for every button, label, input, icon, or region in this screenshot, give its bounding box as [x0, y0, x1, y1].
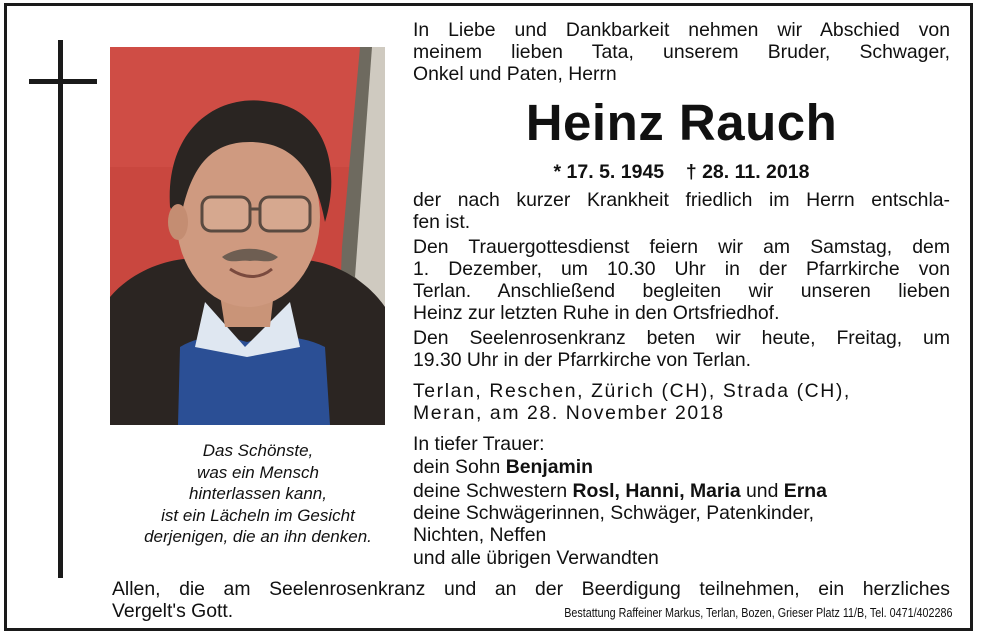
- mourner-line: Nichten, Neffen: [413, 524, 547, 546]
- mourner-son: [413, 456, 950, 478]
- body-line: Den Seelenrosenkranz beten wir heute, Freitag, um: [413, 327, 950, 349]
- mourner-name: Erna: [783, 480, 827, 502]
- mourner-conjunction: und: [740, 480, 784, 502]
- body-line: 1. Dezember, um 10.30 Uhr in der Pfarrkirche von: [413, 258, 950, 280]
- mourner-line: und alle übrigen Verwandten: [413, 547, 659, 569]
- mourner-label: deine Schwestern: [413, 480, 573, 502]
- death-date: † 28. 11. 2018: [685, 161, 810, 183]
- body-line: Den Trauergottesdienst feiern wir am Samstag, dem: [413, 236, 950, 258]
- closing-line: Allen, die am Seelenrosenkranz und an der Beerdigung teilnehmen, ein herzliches: [112, 578, 950, 600]
- closing-line: Vergelt's Gott.: [112, 600, 234, 622]
- quote-line: hinterlassen kann,: [189, 484, 327, 503]
- intro-line: meinem lieben Tata, unserem Bruder, Schwager,: [413, 41, 950, 63]
- cross-icon-bar: [29, 79, 97, 84]
- mourners-heading: In tiefer Trauer:: [413, 433, 545, 455]
- funeral-home-footer: Bestattung Raffeiner Markus, Terlan, Bozen, Grieser Platz 11/B, Tel. 0471/402286: [563, 606, 952, 620]
- quote-line: was ein Mensch: [197, 462, 319, 482]
- place-line: Terlan, Reschen, Zürich (CH), Strada (CH),: [413, 380, 851, 402]
- memorial-quote: [110, 440, 406, 548]
- place-line: [413, 402, 950, 424]
- body-line: fen ist.: [413, 211, 471, 233]
- intro-line: In Liebe und Dankbarkeit nehmen wir Abschied von: [413, 19, 950, 41]
- body-line: Terlan. Anschließend begleiten wir unseren lieben: [413, 280, 950, 302]
- birth-date: * 17. 5. 1945: [553, 161, 665, 183]
- body-line: Heinz zur letzten Ruhe in den Ortsfriedhof.: [413, 302, 780, 324]
- life-dates: [413, 160, 950, 184]
- cross-icon: [58, 40, 63, 578]
- intro-line: Onkel und Paten, Herrn: [413, 63, 617, 85]
- quote-line: derjenigen, die an ihn denken.: [144, 527, 372, 546]
- portrait-photo: [110, 47, 385, 425]
- mourner-name: Benjamin: [505, 456, 594, 478]
- body-line: 19.30 Uhr in der Pfarrkirche von Terlan.: [413, 349, 752, 371]
- place-date: Meran, am 28. November 2018: [413, 402, 725, 424]
- mourner-label: dein Sohn: [413, 456, 506, 478]
- mourner-line: deine Schwägerinnen, Schwäger, Patenkinder,: [413, 502, 815, 524]
- deceased-name: Heinz Rauch: [525, 94, 838, 151]
- mourner-sisters: [413, 480, 950, 502]
- quote-line: ist ein Lächeln im Gesicht: [161, 505, 355, 525]
- mourner-name: Rosl, Hanni, Maria: [572, 480, 741, 502]
- body-line: der nach kurzer Krankheit friedlich im Herrn entschla-: [413, 189, 950, 211]
- quote-line: Das Schönste,: [202, 441, 314, 460]
